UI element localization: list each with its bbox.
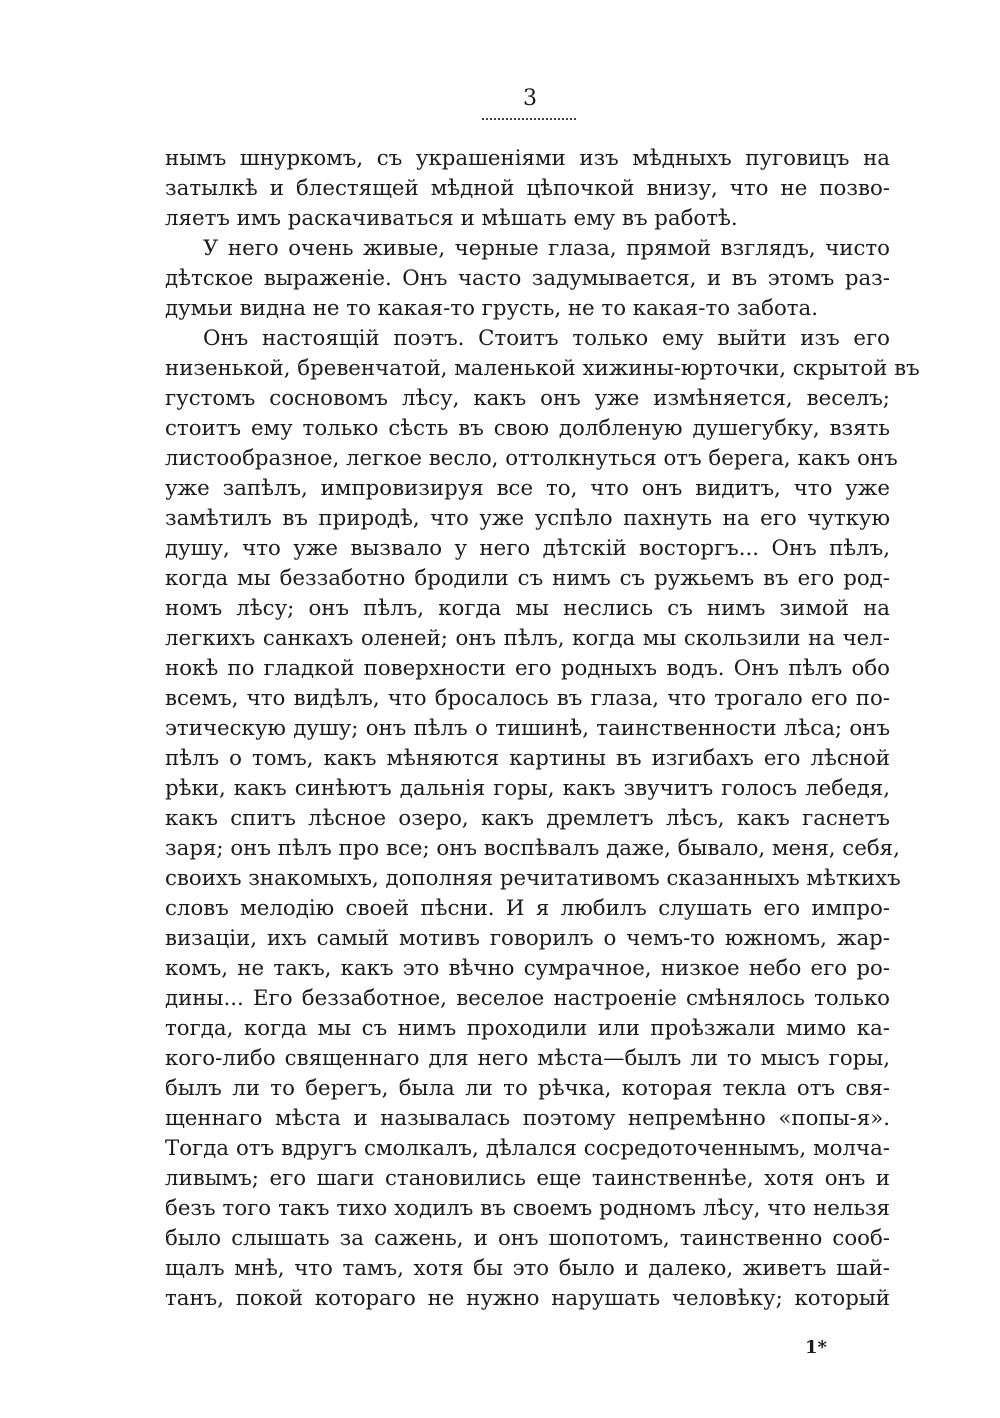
text-line: всемъ, что видѣлъ, что бросалось въ глаза, что трогало его по- — [165, 686, 890, 711]
text-line: уже запѣлъ, импровизируя все то, что онъ видитъ, что уже — [165, 476, 890, 501]
text-line: щеннаго мѣста и называлась поэтому непремѣнно «попы-я». — [165, 1106, 890, 1131]
text-line: стоитъ ему только сѣсть въ свою долбленую душегубку, взять — [165, 416, 890, 441]
text-line: когда мы беззаботно бродили съ нимъ съ ружьемъ въ его род- — [165, 566, 890, 591]
text-line: листообразное, легкое весло, оттолкнуться отъ берега, какъ онъ — [165, 446, 898, 471]
text-line: дѣтское выраженіе. Онъ часто задумывается, и въ этомъ раз- — [165, 266, 890, 291]
text-line: замѣтилъ въ природѣ, что уже успѣло пахнуть на его чуткую — [165, 506, 890, 531]
text-line: номъ лѣсу; онъ пѣлъ, когда мы неслись съ нимъ зимой на — [165, 596, 890, 621]
text-line: низенькой, бревенчатой, маленькой хижины-юрточки, скрытой въ — [165, 356, 920, 381]
text-line: этическую душу; онъ пѣлъ о тишинѣ, таинственности лѣса; онъ — [165, 716, 890, 741]
text-line: Тогда отъ вдругъ смолкалъ, дѣлался сосредоточеннымъ, молча- — [165, 1136, 890, 1161]
text-line: комъ, не такъ, какъ это вѣчно сумрачное, низкое небо его ро- — [165, 956, 890, 981]
text-line: рѣки, какъ синѣютъ дальнія горы, какъ звучитъ голосъ лебедя, — [165, 776, 890, 801]
text-line: своихъ знакомыхъ, дополняя речитативомъ сказанныхъ мѣткихъ — [165, 866, 901, 891]
page-number: 3 — [523, 86, 537, 111]
body-text — [165, 144, 920, 1314]
page-number-rule — [482, 118, 576, 120]
text-line: душу, что уже вызвало у него дѣтскій восторгъ... Онъ пѣлъ, — [165, 536, 890, 561]
text-line: нокѣ по гладкой поверхности его родныхъ водъ. Онъ пѣлъ обо — [165, 656, 890, 681]
text-line: У него очень живые, черные глаза, прямой взглядъ, чисто — [203, 236, 890, 261]
text-line: какъ спитъ лѣсное озеро, какъ дремлетъ лѣсъ, какъ гаснетъ — [165, 806, 890, 831]
text-line: щалъ мнѣ, что тамъ, хотя бы это было и далеко, живетъ шай- — [165, 1256, 890, 1281]
text-line: ляетъ имъ раскачиваться и мѣшать ему въ работѣ. — [165, 206, 738, 231]
text-line: кого-либо священнаго для него мѣста—былъ ли то мысъ горы, — [165, 1046, 890, 1071]
text-line: ливымъ; его шаги становились еще таинственнѣе, хотя онъ и — [165, 1166, 890, 1191]
text-line: дины... Его беззаботное, веселое настроеніе смѣнялось только — [165, 986, 890, 1011]
text-line: густомъ сосновомъ лѣсу, какъ онъ уже измѣняется, веселъ; — [165, 386, 890, 411]
text-line: танъ, покой котораго не нужно нарушать человѣку; который — [165, 1286, 890, 1311]
signature-mark: 1* — [805, 1337, 827, 1358]
text-line: затылкѣ и блестящей мѣдной цѣпочкой внизу, что не позво- — [165, 176, 890, 201]
text-line: заря; онъ пѣлъ про все; онъ воспѣвалъ даже, бывало, меня, себя, — [165, 836, 900, 861]
text-line: легкихъ санкахъ оленей; онъ пѣлъ, когда мы скользили на чел- — [165, 626, 890, 651]
text-line: пѣлъ о томъ, какъ мѣняются картины въ изгибахъ его лѣсной — [165, 746, 890, 771]
text-line: Онъ настоящій поэтъ. Стоитъ только ему выйти изъ его — [203, 326, 890, 351]
text-line: думьи видна не то какая-то грусть, не то какая-то забота. — [165, 296, 819, 321]
text-line: было слышать за сажень, и онъ шопотомъ, таинственно сооб- — [165, 1226, 890, 1251]
text-line: безъ того такъ тихо ходилъ въ своемъ родномъ лѣсу, что нельзя — [165, 1196, 890, 1221]
text-line: тогда, когда мы съ нимъ проходили или проѣзжали мимо ка- — [165, 1016, 890, 1041]
text-line: словъ мелодію своей пѣсни. И я любилъ слушать его импро- — [165, 896, 890, 921]
text-line: былъ ли то берегъ, была ли то рѣчка, которая текла отъ свя- — [165, 1076, 890, 1101]
text-line: визаціи, ихъ самый мотивъ говорилъ о чемъ-то южномъ, жар- — [165, 926, 890, 951]
text-line: нымъ шнуркомъ, съ украшеніями изъ мѣдныхъ пуговицъ на — [165, 146, 890, 171]
